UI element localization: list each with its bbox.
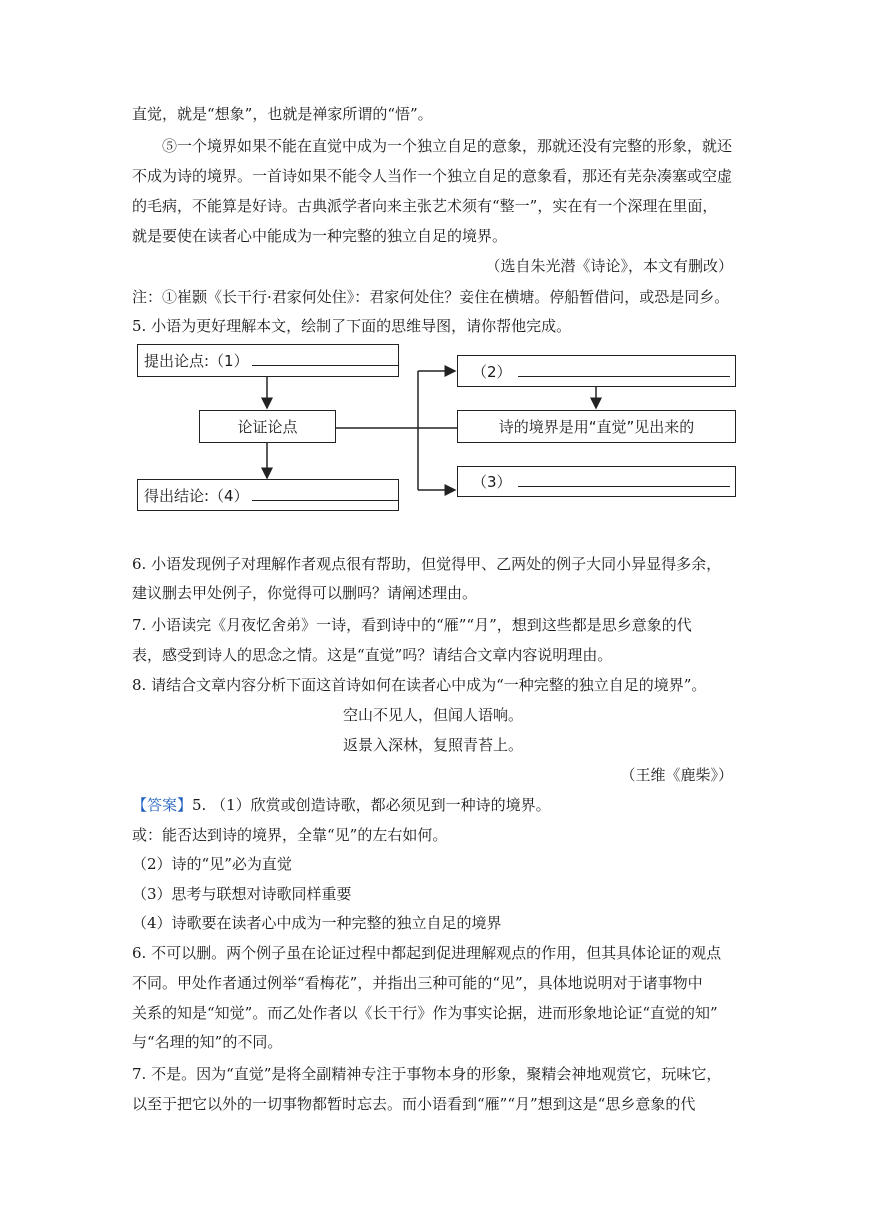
question-7-cont: 表，感受到诗人的思念之情。这是“直觉”吗？请结合文章内容说明理由。: [132, 646, 613, 664]
answer-line: 与“名理的知”的不同。: [132, 1033, 283, 1051]
answer-line: 不同。甲处作者通过例举“看梅花”，并指出三种可能的“见”，具体地说明对于诸事物中: [132, 974, 703, 992]
argument-box: [199, 410, 336, 443]
poem-line: 空山不见人，但闻人语响。: [343, 706, 524, 724]
question-6-cont: 建议删去甲处例子，你觉得可以删吗？请阐述理由。: [132, 584, 478, 602]
answer-text: 5. （1）欣赏或创造诗歌，都必须见到一种诗的境界。: [192, 796, 551, 814]
question-6: 6. 小语发现例子对理解作者观点很有帮助，但觉得甲、乙两处的例子大同小异显得多余，: [132, 555, 722, 573]
source-citation: （选自朱光潜《诗论》，本文有删改）: [485, 257, 733, 275]
answer-blank: [518, 476, 730, 487]
point-2-box: [457, 355, 736, 387]
answer-tag: 【答案】: [132, 796, 193, 814]
intuition-label: 诗的境界是用“直觉”见出来的: [498, 418, 695, 436]
answer-line: 以至于把它以外的一切事物都暂时忘去。而小语看到“雁”“月”想到这是“思乡意象的代: [132, 1095, 696, 1113]
point-3-label: （3）: [472, 473, 512, 491]
poem-line: 返景入深林，复照青苔上。: [343, 736, 524, 754]
paragraph-line: 就是要使在读者心中能成为一种完整的独立自足的境界。: [132, 227, 508, 245]
question-8: 8. 请结合文章内容分析下面这首诗如何在读者心中成为“一种完整的独立自足的境界”。: [132, 676, 707, 694]
argument-label: 论证论点: [237, 418, 298, 436]
question-7: 7. 小语读完《月夜忆舍弟》一诗，看到诗中的“雁”“月”，想到这些都是思乡意象的代: [132, 616, 692, 634]
conclusion-box: [137, 479, 399, 511]
answer-line: （3）思考与联想对诗歌同样重要: [132, 885, 352, 903]
question-5: 5. 小语为更好理解本文，绘制了下面的思维导图，请你帮他完成。: [132, 317, 572, 335]
answer-line: （2）诗的“见”必为直觉: [132, 855, 292, 873]
conclusion-label: 得出结论:（4）: [144, 486, 249, 505]
point-3-box: [457, 466, 736, 497]
answer-7: 7. 不是。因为“直觉”是将全副精神专注于事物本身的形象，聚精会神地观赏它，玩味它，: [132, 1065, 722, 1083]
answer-line: （4）诗歌要在读者心中成为一种完整的独立自足的境界: [132, 914, 502, 932]
answer-6: 6. 不可以删。两个例子虽在论证过程中都起到促进理解观点的作用，但其具体论证的观点: [132, 944, 722, 962]
claim-label: 提出论点:（1）: [144, 352, 249, 370]
answer-blank: [252, 355, 398, 366]
intuition-box: [457, 410, 736, 443]
answer-line: 关系的知是“知觉”。而乙处作者以《长干行》作为事实论据，进而形象地论证“直觉的知”: [132, 1004, 718, 1022]
point-2-label: （2）: [472, 362, 512, 381]
answer-line: 或：能否达到诗的境界，全靠“见”的左右如何。: [132, 826, 448, 844]
answer-5: [132, 795, 551, 815]
answer-blank: [252, 490, 398, 501]
paragraph-line: 的毛病，不能算是好诗。古典派学者向来主张艺术须有“整一”，实在有一个深理在里面，: [132, 197, 718, 215]
answer-blank: [518, 366, 730, 377]
paragraph-line: ⑤一个境界如果不能在直觉中成为一个独立自足的意象，那就还没有完整的形象，就还: [162, 137, 733, 155]
poem-author: （王维《鹿柴》）: [620, 766, 733, 784]
footnote: 注：①崔颢《长干行·君家何处住》：君家何处住？妾住在横塘。停船暂借问，或恐是同乡。: [132, 288, 730, 306]
paragraph-line: 直觉，就是“想象”，也就是禅家所谓的“悟”。: [132, 105, 433, 123]
claim-box: [137, 344, 399, 377]
paragraph-line: 不成为诗的境界。一首诗如果不能令人当作一个独立自足的意象看，那还有芜杂凑塞或空虚: [132, 167, 733, 185]
